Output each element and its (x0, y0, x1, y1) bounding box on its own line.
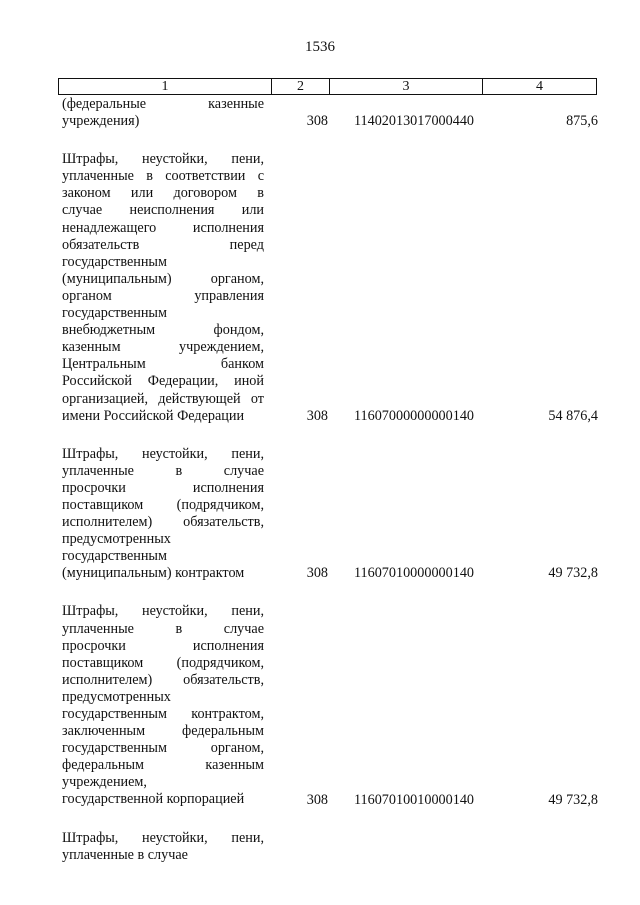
admin-code: 308 (306, 113, 328, 130)
budget-class-code: 11607010010000140 (353, 791, 475, 808)
row-description (62, 603, 264, 808)
amount: 49 732,8 (548, 791, 598, 808)
description-line: (муниципальным) органом, (62, 270, 264, 287)
description-line: федеральным казенным (62, 757, 264, 774)
row-description (62, 151, 264, 425)
description-line: государственным (62, 305, 167, 322)
description-line: организацией, действующей от (62, 390, 264, 407)
description-line: Штрафы, неустойки, пени, (62, 603, 264, 620)
description-line: органом управления (62, 287, 264, 304)
description-line: поставщиком (подрядчиком, (62, 496, 264, 513)
description-line: государственным (62, 548, 167, 565)
description-line: государственным органом, (62, 740, 264, 757)
description-line: учреждением, (62, 774, 147, 791)
description-line: просрочки исполнения (62, 479, 264, 496)
description-line: государственной корпорацией (62, 791, 245, 808)
header-col-3: 3 (329, 79, 482, 94)
description-line: исполнителем) обязательств, (62, 514, 264, 531)
table-row (62, 151, 598, 425)
admin-code: 308 (306, 791, 328, 808)
table-header-row (58, 78, 597, 95)
description-line: Штрафы, неустойки, пени, (62, 829, 264, 846)
table-row (62, 96, 598, 130)
amount: 875,6 (566, 113, 598, 130)
table-body (62, 96, 598, 864)
description-line: случае неисполнения или (62, 202, 264, 219)
description-line: имени Российской Федерации (62, 407, 245, 424)
description-line: казенным учреждением, (62, 339, 264, 356)
description-line: законом или договором в (62, 185, 264, 202)
description-line: уплаченные в соответствии с (62, 168, 264, 185)
budget-class-code: 11607010000000140 (353, 565, 475, 582)
description-line: Штрафы, неустойки, пени, (62, 445, 264, 462)
description-line: уплаченные в случае (62, 620, 264, 637)
description-line: предусмотренных (62, 531, 171, 548)
description-line: Российской Федерации, иной (62, 373, 264, 390)
table-row (62, 603, 598, 808)
admin-code: 308 (306, 565, 328, 582)
description-line: уплаченные в случае (62, 846, 188, 863)
header-col-2: 2 (271, 79, 329, 94)
description-line: ненадлежащего исполнения (62, 219, 264, 236)
description-line: учреждения) (62, 113, 140, 130)
description-line: (федеральные казенные (62, 96, 264, 112)
description-line: (муниципальным) контрактом (62, 565, 245, 582)
description-line: исполнителем) обязательств, (62, 671, 264, 688)
table-row (62, 830, 598, 864)
header-col-4: 4 (482, 79, 596, 94)
page-number: 1536 (305, 39, 335, 55)
budget-class-code: 11402013017000440 (353, 113, 475, 130)
description-line: Штрафы, неустойки, пени, (62, 151, 264, 168)
row-description (62, 96, 264, 130)
description-line: Центральным банком (62, 356, 264, 373)
amount: 49 732,8 (548, 565, 598, 582)
description-line: уплаченные в случае (62, 462, 264, 479)
budget-class-code: 11607000000000140 (353, 407, 475, 424)
description-line: внебюджетным фондом, (62, 322, 264, 339)
header-col-1: 1 (161, 79, 169, 94)
description-line: государственным контрактом, (62, 706, 264, 722)
description-line: предусмотренных (62, 688, 171, 705)
description-line: обязательств перед (62, 236, 264, 253)
table-row (62, 446, 598, 583)
description-line: заключенным федеральным (62, 723, 264, 740)
row-description (62, 830, 264, 864)
description-line: просрочки исполнения (62, 637, 264, 654)
amount: 54 876,4 (548, 407, 598, 424)
description-line: поставщиком (подрядчиком, (62, 654, 264, 671)
row-description (62, 446, 264, 583)
description-line: государственным (62, 253, 167, 270)
admin-code: 308 (306, 407, 328, 424)
